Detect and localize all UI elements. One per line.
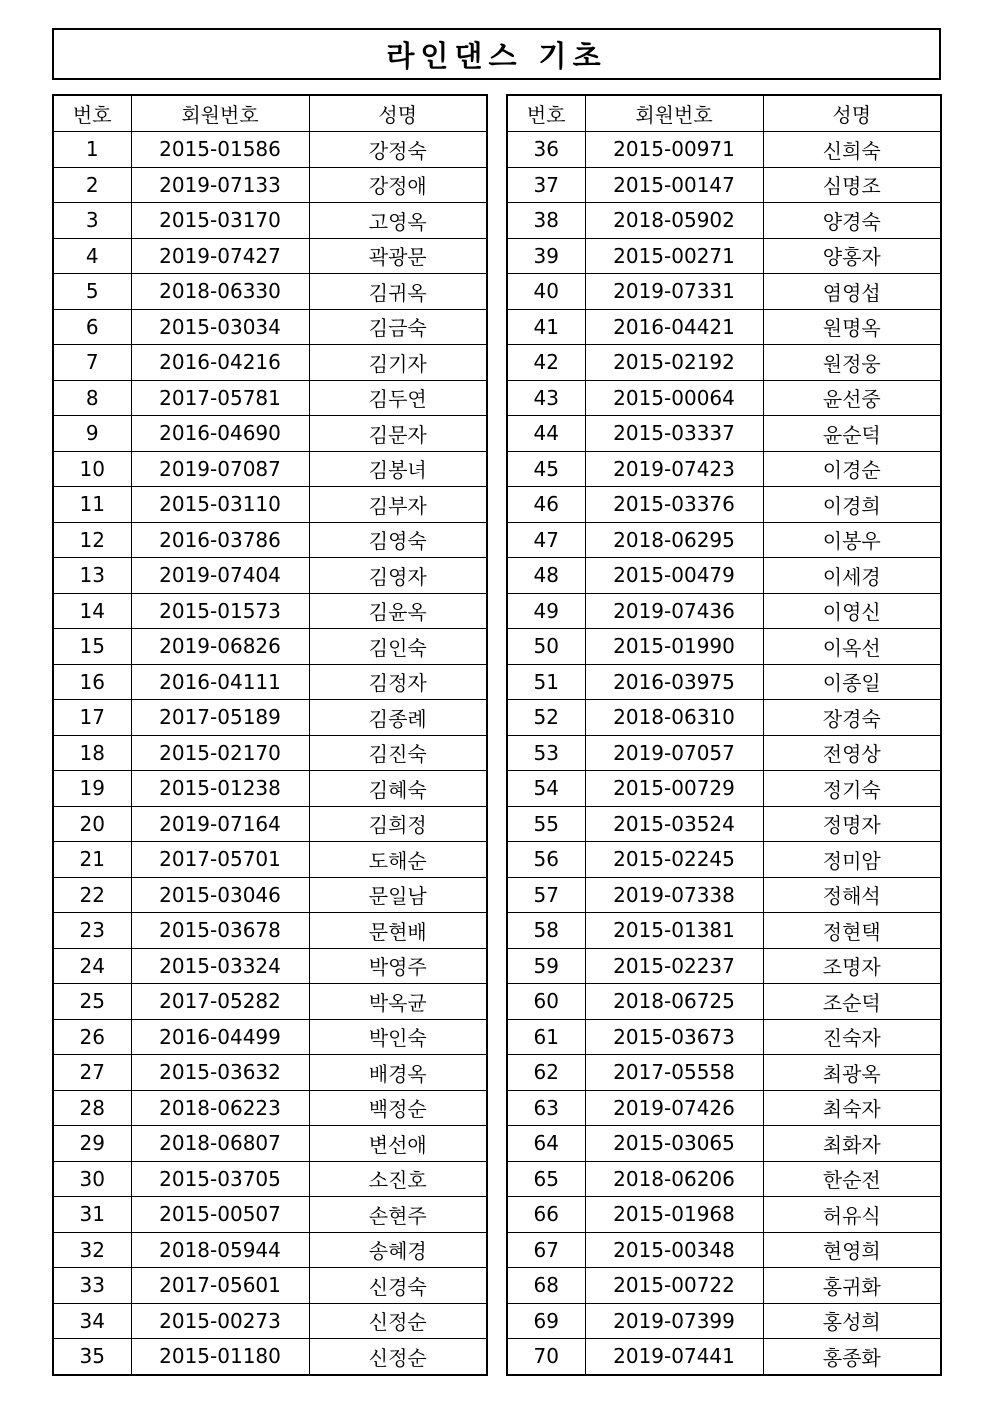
member-name-cell: 곽광문 xyxy=(309,238,487,274)
member-id-cell: 2015-00064 xyxy=(585,380,763,416)
table-row xyxy=(507,451,941,487)
member-name-cell: 조명자 xyxy=(763,948,941,984)
table-row xyxy=(53,806,487,842)
row-number: 13 xyxy=(53,558,131,594)
member-id-cell: 2019-07426 xyxy=(585,1090,763,1126)
member-name-cell: 이세경 xyxy=(763,558,941,594)
table-row xyxy=(507,416,941,452)
member-id-cell: 2015-03632 xyxy=(131,1055,309,1091)
member-name-cell: 신정순 xyxy=(309,1303,487,1339)
table-row xyxy=(53,842,487,878)
member-id-cell: 2019-07441 xyxy=(585,1339,763,1375)
table-row xyxy=(53,948,487,984)
row-number: 53 xyxy=(507,735,585,771)
member-id-cell: 2015-02170 xyxy=(131,735,309,771)
member-id-cell: 2016-04216 xyxy=(131,345,309,381)
member-name-cell: 정현택 xyxy=(763,913,941,949)
member-name-cell: 김정자 xyxy=(309,664,487,700)
row-number: 44 xyxy=(507,416,585,452)
row-number: 4 xyxy=(53,238,131,274)
row-number: 21 xyxy=(53,842,131,878)
member-name-cell: 정기숙 xyxy=(763,771,941,807)
table-row xyxy=(53,1339,487,1375)
table-row xyxy=(53,132,487,168)
row-number: 45 xyxy=(507,451,585,487)
row-number: 58 xyxy=(507,913,585,949)
member-id-cell: 2016-04499 xyxy=(131,1019,309,1055)
member-name-cell: 박인숙 xyxy=(309,1019,487,1055)
member-id-cell: 2019-07427 xyxy=(131,238,309,274)
member-id-cell: 2015-02237 xyxy=(585,948,763,984)
table-row xyxy=(53,203,487,239)
row-number: 1 xyxy=(53,132,131,168)
table-row xyxy=(53,1019,487,1055)
roster-table-left xyxy=(52,94,488,1376)
member-id-cell: 2015-00273 xyxy=(131,1303,309,1339)
table-row xyxy=(507,629,941,665)
row-number: 43 xyxy=(507,380,585,416)
row-number: 7 xyxy=(53,345,131,381)
header-row xyxy=(507,95,941,132)
member-id-cell: 2015-01238 xyxy=(131,771,309,807)
member-name-cell: 김영숙 xyxy=(309,522,487,558)
member-name-cell: 양경숙 xyxy=(763,203,941,239)
table-row xyxy=(507,203,941,239)
member-name-cell: 박옥균 xyxy=(309,984,487,1020)
table-row xyxy=(53,1090,487,1126)
member-name-cell: 정미암 xyxy=(763,842,941,878)
member-name-cell: 김두연 xyxy=(309,380,487,416)
table-row xyxy=(507,274,941,310)
row-number: 47 xyxy=(507,522,585,558)
member-id-cell: 2019-06826 xyxy=(131,629,309,665)
member-id-cell: 2015-01573 xyxy=(131,593,309,629)
row-number: 61 xyxy=(507,1019,585,1055)
member-id-cell: 2015-03678 xyxy=(131,913,309,949)
row-number: 14 xyxy=(53,593,131,629)
row-number: 70 xyxy=(507,1339,585,1375)
member-name-cell: 송혜경 xyxy=(309,1232,487,1268)
roster-table-right xyxy=(506,94,942,1376)
member-id-cell: 2015-03034 xyxy=(131,309,309,345)
member-name-cell: 전영상 xyxy=(763,735,941,771)
table-row xyxy=(53,380,487,416)
header-name: 성명 xyxy=(309,95,487,132)
member-id-cell: 2015-03673 xyxy=(585,1019,763,1055)
member-name-cell: 윤순덕 xyxy=(763,416,941,452)
table-row xyxy=(507,771,941,807)
table-row xyxy=(53,877,487,913)
row-number: 54 xyxy=(507,771,585,807)
member-id-cell: 2016-04690 xyxy=(131,416,309,452)
table-row xyxy=(53,664,487,700)
table-row xyxy=(53,1055,487,1091)
member-id-cell: 2019-07423 xyxy=(585,451,763,487)
table-row xyxy=(53,593,487,629)
member-name-cell: 김금숙 xyxy=(309,309,487,345)
row-number: 57 xyxy=(507,877,585,913)
row-number: 33 xyxy=(53,1268,131,1304)
row-number: 63 xyxy=(507,1090,585,1126)
member-name-cell: 최숙자 xyxy=(763,1090,941,1126)
row-number: 68 xyxy=(507,1268,585,1304)
member-id-cell: 2019-07164 xyxy=(131,806,309,842)
row-number: 62 xyxy=(507,1055,585,1091)
row-number: 60 xyxy=(507,984,585,1020)
member-id-cell: 2015-03376 xyxy=(585,487,763,523)
member-name-cell: 장경숙 xyxy=(763,700,941,736)
row-number: 51 xyxy=(507,664,585,700)
member-id-cell: 2018-06295 xyxy=(585,522,763,558)
table-row xyxy=(53,629,487,665)
member-name-cell: 심명조 xyxy=(763,167,941,203)
member-name-cell: 이경순 xyxy=(763,451,941,487)
member-name-cell: 손현주 xyxy=(309,1197,487,1233)
member-name-cell: 박영주 xyxy=(309,948,487,984)
member-name-cell: 김영자 xyxy=(309,558,487,594)
table-row xyxy=(507,1090,941,1126)
table-row xyxy=(53,167,487,203)
member-name-cell: 김종례 xyxy=(309,700,487,736)
table-row xyxy=(507,558,941,594)
member-id-cell: 2018-05902 xyxy=(585,203,763,239)
member-id-cell: 2015-00147 xyxy=(585,167,763,203)
member-name-cell: 정명자 xyxy=(763,806,941,842)
row-number: 11 xyxy=(53,487,131,523)
member-name-cell: 이봉우 xyxy=(763,522,941,558)
member-id-cell: 2018-06330 xyxy=(131,274,309,310)
member-id-cell: 2019-07331 xyxy=(585,274,763,310)
member-id-cell: 2019-07338 xyxy=(585,877,763,913)
member-id-cell: 2015-00507 xyxy=(131,1197,309,1233)
member-name-cell: 홍성희 xyxy=(763,1303,941,1339)
member-id-cell: 2015-00348 xyxy=(585,1232,763,1268)
row-number: 26 xyxy=(53,1019,131,1055)
member-id-cell: 2019-07133 xyxy=(131,167,309,203)
table-row xyxy=(507,1126,941,1162)
row-number: 17 xyxy=(53,700,131,736)
member-name-cell: 원명옥 xyxy=(763,309,941,345)
member-id-cell: 2015-00271 xyxy=(585,238,763,274)
member-id-cell: 2017-05781 xyxy=(131,380,309,416)
header-num: 번호 xyxy=(507,95,585,132)
row-number: 29 xyxy=(53,1126,131,1162)
member-id-cell: 2018-05944 xyxy=(131,1232,309,1268)
member-name-cell: 김봉녀 xyxy=(309,451,487,487)
member-id-cell: 2018-06206 xyxy=(585,1161,763,1197)
row-number: 35 xyxy=(53,1339,131,1375)
table-row xyxy=(507,735,941,771)
member-name-cell: 양홍자 xyxy=(763,238,941,274)
member-name-cell: 최광옥 xyxy=(763,1055,941,1091)
row-number: 30 xyxy=(53,1161,131,1197)
member-id-cell: 2016-03975 xyxy=(585,664,763,700)
table-row xyxy=(53,700,487,736)
table-row xyxy=(507,700,941,736)
member-name-cell: 김귀옥 xyxy=(309,274,487,310)
table-row xyxy=(53,1197,487,1233)
member-id-cell: 2015-03110 xyxy=(131,487,309,523)
table-row xyxy=(53,1303,487,1339)
table-row xyxy=(53,1268,487,1304)
table-row xyxy=(507,238,941,274)
table-row xyxy=(53,416,487,452)
member-name-cell: 강정애 xyxy=(309,167,487,203)
member-name-cell: 소진호 xyxy=(309,1161,487,1197)
member-name-cell: 배경옥 xyxy=(309,1055,487,1091)
row-number: 34 xyxy=(53,1303,131,1339)
row-number: 38 xyxy=(507,203,585,239)
table-row xyxy=(53,451,487,487)
table-row xyxy=(507,877,941,913)
row-number: 64 xyxy=(507,1126,585,1162)
row-number: 20 xyxy=(53,806,131,842)
member-id-cell: 2019-07436 xyxy=(585,593,763,629)
table-row xyxy=(53,1161,487,1197)
member-name-cell: 신희숙 xyxy=(763,132,941,168)
member-name-cell: 윤선중 xyxy=(763,380,941,416)
member-id-cell: 2018-06725 xyxy=(585,984,763,1020)
row-number: 3 xyxy=(53,203,131,239)
row-number: 50 xyxy=(507,629,585,665)
member-id-cell: 2016-04421 xyxy=(585,309,763,345)
member-name-cell: 김문자 xyxy=(309,416,487,452)
row-number: 22 xyxy=(53,877,131,913)
member-name-cell: 현영희 xyxy=(763,1232,941,1268)
row-number: 8 xyxy=(53,380,131,416)
table-row xyxy=(507,380,941,416)
table-row xyxy=(507,309,941,345)
table-row xyxy=(507,1268,941,1304)
member-id-cell: 2015-01990 xyxy=(585,629,763,665)
member-name-cell: 이종일 xyxy=(763,664,941,700)
row-number: 55 xyxy=(507,806,585,842)
member-id-cell: 2019-07057 xyxy=(585,735,763,771)
member-id-cell: 2015-01968 xyxy=(585,1197,763,1233)
header-member-id: 회원번호 xyxy=(585,95,763,132)
member-id-cell: 2015-01180 xyxy=(131,1339,309,1375)
table-row xyxy=(507,487,941,523)
table-row xyxy=(53,1126,487,1162)
member-name-cell: 신정순 xyxy=(309,1339,487,1375)
member-id-cell: 2015-03337 xyxy=(585,416,763,452)
member-id-cell: 2015-01586 xyxy=(131,132,309,168)
table-row xyxy=(507,593,941,629)
member-name-cell: 도해순 xyxy=(309,842,487,878)
row-number: 19 xyxy=(53,771,131,807)
member-id-cell: 2015-03170 xyxy=(131,203,309,239)
member-id-cell: 2019-07404 xyxy=(131,558,309,594)
table-row xyxy=(507,1232,941,1268)
member-id-cell: 2015-00479 xyxy=(585,558,763,594)
table-row xyxy=(507,1339,941,1375)
row-number: 28 xyxy=(53,1090,131,1126)
row-number: 6 xyxy=(53,309,131,345)
table-row xyxy=(53,487,487,523)
member-name-cell: 신경숙 xyxy=(309,1268,487,1304)
header-row xyxy=(53,95,487,132)
row-number: 48 xyxy=(507,558,585,594)
table-row xyxy=(507,522,941,558)
member-id-cell: 2019-07087 xyxy=(131,451,309,487)
member-id-cell: 2017-05701 xyxy=(131,842,309,878)
member-name-cell: 문현배 xyxy=(309,913,487,949)
member-id-cell: 2018-06223 xyxy=(131,1090,309,1126)
member-name-cell: 김희정 xyxy=(309,806,487,842)
member-name-cell: 김인숙 xyxy=(309,629,487,665)
member-name-cell: 원정웅 xyxy=(763,345,941,381)
row-number: 37 xyxy=(507,167,585,203)
row-number: 41 xyxy=(507,309,585,345)
table-row xyxy=(53,771,487,807)
member-name-cell: 이경희 xyxy=(763,487,941,523)
row-number: 39 xyxy=(507,238,585,274)
table-row xyxy=(507,1019,941,1055)
member-name-cell: 강정숙 xyxy=(309,132,487,168)
row-number: 25 xyxy=(53,984,131,1020)
row-number: 10 xyxy=(53,451,131,487)
row-number: 49 xyxy=(507,593,585,629)
row-number: 16 xyxy=(53,664,131,700)
member-name-cell: 고영옥 xyxy=(309,203,487,239)
member-id-cell: 2015-03705 xyxy=(131,1161,309,1197)
member-id-cell: 2015-00971 xyxy=(585,132,763,168)
row-number: 9 xyxy=(53,416,131,452)
table-row xyxy=(507,948,941,984)
member-name-cell: 최화자 xyxy=(763,1126,941,1162)
table-row xyxy=(53,309,487,345)
page-title: 라인댄스 기초 xyxy=(386,38,607,73)
table-row xyxy=(507,842,941,878)
row-number: 2 xyxy=(53,167,131,203)
row-number: 12 xyxy=(53,522,131,558)
member-name-cell: 허유식 xyxy=(763,1197,941,1233)
member-id-cell: 2016-03786 xyxy=(131,522,309,558)
table-row xyxy=(507,806,941,842)
row-number: 23 xyxy=(53,913,131,949)
table-row xyxy=(53,274,487,310)
row-number: 67 xyxy=(507,1232,585,1268)
row-number: 59 xyxy=(507,948,585,984)
member-name-cell: 김윤옥 xyxy=(309,593,487,629)
row-number: 46 xyxy=(507,487,585,523)
member-name-cell: 이옥선 xyxy=(763,629,941,665)
row-number: 66 xyxy=(507,1197,585,1233)
row-number: 27 xyxy=(53,1055,131,1091)
member-name-cell: 백정순 xyxy=(309,1090,487,1126)
table-row xyxy=(53,558,487,594)
header-num: 번호 xyxy=(53,95,131,132)
member-id-cell: 2016-04111 xyxy=(131,664,309,700)
row-number: 40 xyxy=(507,274,585,310)
member-name-cell: 김부자 xyxy=(309,487,487,523)
row-number: 69 xyxy=(507,1303,585,1339)
header-member-id: 회원번호 xyxy=(131,95,309,132)
member-id-cell: 2015-02245 xyxy=(585,842,763,878)
member-name-cell: 홍귀화 xyxy=(763,1268,941,1304)
table-row xyxy=(53,345,487,381)
table-row xyxy=(53,913,487,949)
member-name-cell: 조순덕 xyxy=(763,984,941,1020)
table-row xyxy=(507,664,941,700)
table-row xyxy=(507,1197,941,1233)
row-number: 18 xyxy=(53,735,131,771)
table-row xyxy=(507,913,941,949)
member-id-cell: 2015-03324 xyxy=(131,948,309,984)
table-row xyxy=(507,1161,941,1197)
member-name-cell: 정해석 xyxy=(763,877,941,913)
member-name-cell: 김진숙 xyxy=(309,735,487,771)
member-id-cell: 2017-05189 xyxy=(131,700,309,736)
row-number: 15 xyxy=(53,629,131,665)
row-number: 42 xyxy=(507,345,585,381)
member-id-cell: 2018-06310 xyxy=(585,700,763,736)
title-box xyxy=(52,28,941,80)
row-number: 32 xyxy=(53,1232,131,1268)
row-number: 65 xyxy=(507,1161,585,1197)
member-name-cell: 김혜숙 xyxy=(309,771,487,807)
table-row xyxy=(507,984,941,1020)
member-id-cell: 2017-05282 xyxy=(131,984,309,1020)
member-id-cell: 2015-03046 xyxy=(131,877,309,913)
member-name-cell: 이영신 xyxy=(763,593,941,629)
member-id-cell: 2015-00722 xyxy=(585,1268,763,1304)
member-name-cell: 한순전 xyxy=(763,1161,941,1197)
member-id-cell: 2019-07399 xyxy=(585,1303,763,1339)
row-number: 5 xyxy=(53,274,131,310)
table-row xyxy=(507,1303,941,1339)
table-row xyxy=(507,167,941,203)
row-number: 24 xyxy=(53,948,131,984)
member-name-cell: 진숙자 xyxy=(763,1019,941,1055)
member-id-cell: 2015-03524 xyxy=(585,806,763,842)
member-id-cell: 2018-06807 xyxy=(131,1126,309,1162)
member-name-cell: 김기자 xyxy=(309,345,487,381)
table-row xyxy=(53,984,487,1020)
member-id-cell: 2017-05601 xyxy=(131,1268,309,1304)
row-number: 31 xyxy=(53,1197,131,1233)
table-row xyxy=(53,1232,487,1268)
member-id-cell: 2015-00729 xyxy=(585,771,763,807)
member-id-cell: 2017-05558 xyxy=(585,1055,763,1091)
row-number: 52 xyxy=(507,700,585,736)
row-number: 56 xyxy=(507,842,585,878)
table-row xyxy=(53,522,487,558)
table-row xyxy=(507,1055,941,1091)
table-row xyxy=(507,132,941,168)
member-id-cell: 2015-03065 xyxy=(585,1126,763,1162)
table-row xyxy=(53,238,487,274)
member-name-cell: 변선애 xyxy=(309,1126,487,1162)
header-name: 성명 xyxy=(763,95,941,132)
row-number: 36 xyxy=(507,132,585,168)
member-id-cell: 2015-02192 xyxy=(585,345,763,381)
table-row xyxy=(507,345,941,381)
roster-body-right xyxy=(507,132,941,1375)
member-name-cell: 문일남 xyxy=(309,877,487,913)
roster-body-left xyxy=(53,132,487,1375)
member-name-cell: 염영섭 xyxy=(763,274,941,310)
member-name-cell: 홍종화 xyxy=(763,1339,941,1375)
table-row xyxy=(53,735,487,771)
member-id-cell: 2015-01381 xyxy=(585,913,763,949)
